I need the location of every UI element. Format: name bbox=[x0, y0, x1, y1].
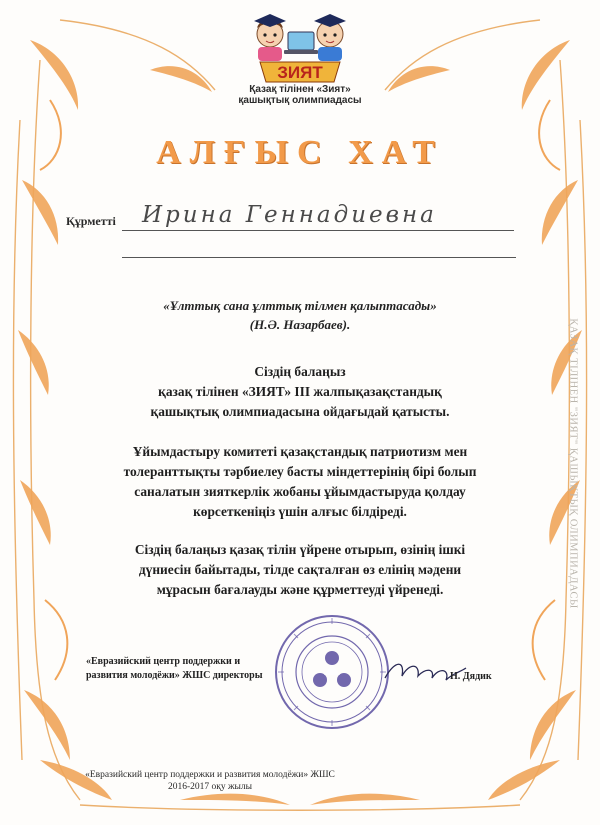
side-text-label: ҚАЗАҚ ТІЛІНЕН "ЗИЯТ" ҚАШЫҚТЫҚ ОЛИМПИАДАСЫ bbox=[567, 318, 579, 609]
footer-line1: «Евразийский центр поддержки и развития молодёжи» ЖШС bbox=[85, 770, 335, 780]
logo-subtitle-line2: қашықтық олимпиадасы bbox=[238, 95, 362, 106]
official-stamp-icon bbox=[272, 612, 392, 732]
recipient-name: Ирина Геннадиевна bbox=[142, 202, 437, 228]
p3-line1: Сіздің балаңыз қазақ тілін үйрене отырып, өзінің ішкі bbox=[134, 542, 466, 557]
quote-line2: (Н.Ә. Назарбаев). bbox=[249, 317, 351, 332]
children-mascot-icon bbox=[230, 8, 370, 84]
p1-line3: қашықтық олимпиадасына ойдағыдай қатысты. bbox=[150, 404, 450, 419]
p2-line2: толеранттықты тәрбиелеу басты міндеттерінің бірі болып bbox=[123, 464, 477, 479]
quote-line1: «Ұлттық сана ұлттық тілмен қалыптасады» bbox=[163, 298, 437, 313]
p2-line1: Ұйымдастыру комитеті қазақстандық патриотизм мен bbox=[132, 444, 468, 459]
certificate-title: АЛҒЫС ХАТ bbox=[156, 134, 444, 171]
body-paragraph-1 bbox=[60, 362, 540, 422]
quote-block bbox=[90, 296, 510, 334]
p2-line3: саналатын зияткерлік жобаны ұйымдастыруда қолдау bbox=[134, 484, 466, 499]
p2-line4: көрсеткеніңіз үшін алғыс білдіреді. bbox=[193, 504, 407, 519]
p1-line2: қазақ тілінен «ЗИЯТ» ІІІ жалпықазақстандық bbox=[158, 384, 442, 399]
side-vertical-text bbox=[566, 245, 580, 685]
signatory-org-line1: «Евразийский центр поддержки и bbox=[86, 656, 241, 667]
footer-line2: 2016-2017 оқу жылы bbox=[167, 782, 253, 792]
recipient-label: Құрметті bbox=[66, 214, 116, 228]
body-paragraph-3 bbox=[60, 540, 540, 600]
p3-line2: дүниесін байытады, тілде сақталған өз елінің мәдени bbox=[138, 562, 462, 577]
p3-line3: мұрасын бағалауды және құрметтеуді үйренеді. bbox=[156, 582, 444, 597]
signatory-org-line2: развития молодёжи» ЖШС директоры bbox=[86, 670, 263, 681]
signature-icon bbox=[380, 650, 470, 690]
signatory-name: Н. Дядик bbox=[450, 671, 492, 682]
footer bbox=[0, 769, 420, 793]
recipient-row bbox=[66, 202, 516, 232]
signatory-organization bbox=[86, 655, 286, 683]
logo-subtitle-line1: Қазақ тілінен «Зият» bbox=[249, 84, 351, 95]
recipient-underline bbox=[122, 230, 514, 231]
logo-brand-text: ЗИЯТ bbox=[277, 63, 323, 82]
body-paragraph-2 bbox=[60, 442, 540, 522]
p1-line1: Сіздің балаңыз bbox=[254, 364, 346, 379]
blank-underline bbox=[122, 257, 516, 258]
olympiad-logo bbox=[222, 8, 378, 116]
